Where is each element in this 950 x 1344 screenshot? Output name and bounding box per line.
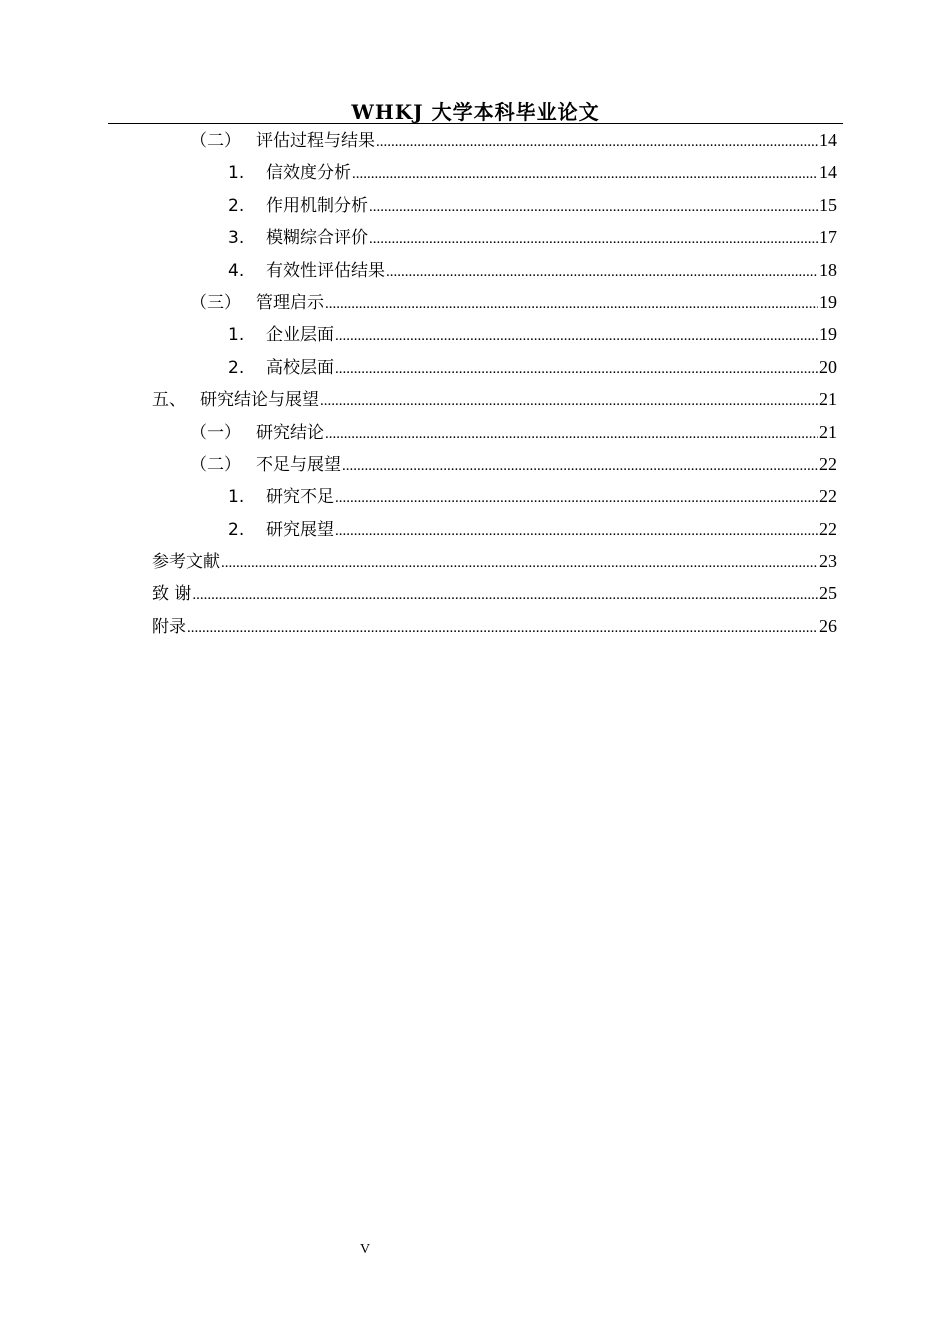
toc-dot-leader xyxy=(335,353,818,385)
toc-entry-number: 五、 xyxy=(152,390,186,411)
toc-entry[interactable] xyxy=(152,189,837,221)
toc-entry-number: 1. xyxy=(228,487,245,508)
toc-entry-page: 25 xyxy=(819,583,837,604)
toc-entry-title: 研究不足 xyxy=(266,487,334,508)
toc-entry-number: （二） xyxy=(190,454,241,475)
toc-entry-title: 评估过程与结果 xyxy=(256,131,375,151)
toc-entry[interactable] xyxy=(152,351,837,383)
toc-entry-page: 22 xyxy=(819,518,837,539)
toc-entry-number: 2. xyxy=(228,519,245,540)
toc-entry-page: 20 xyxy=(819,356,837,377)
toc-entry-title: 信效度分析 xyxy=(266,163,351,184)
toc-entry-page: 26 xyxy=(819,615,837,636)
toc-entry-page: 23 xyxy=(819,551,837,572)
page-header-title: WHKJ 大学本科毕业论文 xyxy=(351,100,600,124)
toc-dot-leader xyxy=(335,515,818,547)
toc-entry-title: 研究结论与展望 xyxy=(200,390,319,411)
toc-entry[interactable] xyxy=(152,156,837,188)
toc-entry-number: 1. xyxy=(228,325,245,346)
toc-entry-page: 21 xyxy=(819,389,837,410)
toc-entry-number: （二） xyxy=(190,131,241,151)
toc-entry-page: 14 xyxy=(819,130,837,150)
toc-dot-leader xyxy=(376,126,818,158)
toc-entry-number: 4. xyxy=(228,260,245,281)
toc-entry[interactable] xyxy=(152,318,837,350)
toc-dot-leader xyxy=(325,288,818,320)
toc-entry-title: 致 谢 xyxy=(152,584,192,605)
toc-entry[interactable] xyxy=(152,416,837,448)
toc-entry[interactable] xyxy=(152,545,837,577)
toc-entry-title: 高校层面 xyxy=(266,357,334,378)
toc-entry[interactable] xyxy=(152,448,837,480)
toc-entry-title: 参考文献 xyxy=(152,552,220,573)
toc-entry-title: 模糊综合评价 xyxy=(266,228,368,249)
toc-entry-page: 22 xyxy=(819,453,837,474)
toc-dot-leader xyxy=(221,547,818,579)
toc-entry[interactable] xyxy=(152,480,837,512)
toc-entry-page: 14 xyxy=(819,162,837,183)
toc-dot-leader xyxy=(320,385,818,417)
toc-entry[interactable] xyxy=(152,513,837,545)
toc-dot-leader xyxy=(335,320,818,352)
toc-entry-title: 研究展望 xyxy=(266,519,334,540)
toc-dot-leader xyxy=(369,223,818,255)
toc-entry[interactable] xyxy=(152,254,837,286)
toc-entry[interactable] xyxy=(152,221,837,253)
toc-entry-title: 企业层面 xyxy=(266,325,334,346)
toc-entry-page: 18 xyxy=(819,259,837,280)
toc-entry[interactable] xyxy=(152,610,837,642)
toc-dot-leader xyxy=(325,418,818,450)
toc-entry-number: 2. xyxy=(228,357,245,378)
toc-entry-page: 19 xyxy=(819,291,837,312)
toc-dot-leader xyxy=(386,256,818,288)
toc-entry-page: 19 xyxy=(819,324,837,345)
toc-dot-leader xyxy=(192,579,818,611)
toc-entry-number: （一） xyxy=(190,422,241,443)
toc-entry-title: 有效性评估结果 xyxy=(266,260,385,281)
toc-entry-number: 2. xyxy=(228,195,245,216)
toc-dot-leader xyxy=(342,450,818,482)
toc-entry-title: 管理启示 xyxy=(256,292,324,313)
toc-entry-number: 3. xyxy=(228,228,245,249)
toc-dot-leader xyxy=(187,612,818,644)
toc-entry[interactable] xyxy=(152,383,837,415)
toc-entry-page: 21 xyxy=(819,421,837,442)
toc-entry[interactable] xyxy=(152,577,837,609)
toc-entry-title: 附录 xyxy=(152,616,186,637)
toc-entry-page: 17 xyxy=(819,227,837,248)
toc-entry-number: （三） xyxy=(190,292,241,313)
toc-entry-number: 1. xyxy=(228,163,245,184)
toc-entry-title: 不足与展望 xyxy=(256,454,341,475)
toc-entry-page: 15 xyxy=(819,194,837,215)
toc-dot-leader xyxy=(335,482,818,514)
toc-dot-leader xyxy=(369,191,818,223)
toc-dot-leader xyxy=(352,158,818,190)
toc-entry[interactable] xyxy=(152,286,837,318)
toc-entry-title: 研究结论 xyxy=(256,422,324,443)
toc-entry-page: 22 xyxy=(819,486,837,507)
toc-entry-title: 作用机制分析 xyxy=(266,195,368,216)
toc-entry[interactable] xyxy=(152,124,837,156)
page-number-footer: V xyxy=(359,1242,371,1257)
table-of-contents xyxy=(152,124,837,642)
